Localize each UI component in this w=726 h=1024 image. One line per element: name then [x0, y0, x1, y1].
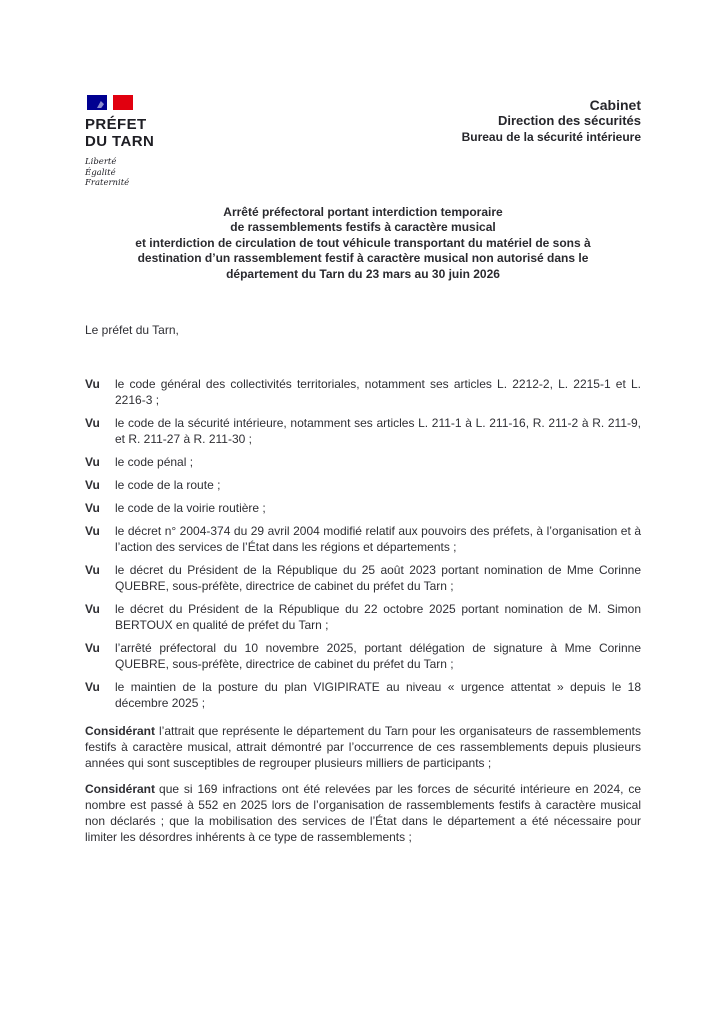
document-title	[85, 205, 641, 283]
vu-text: le maintien de la posture du plan VIGIPIRATE au niveau « urgence attentat » depuis le 18 décembre 2025 ;	[115, 680, 641, 710]
vu-text: le code général des collectivités territoriales, notamment ses articles L. 2212-2, L. 2215-1 et L. 2216-3 ;	[115, 377, 641, 407]
considerant-text: que si 169 infractions ont été relevées par les forces de sécurité intérieure en 2024, ce nombre est passé à 552 en 2025 lors de l’organisation de rassemblements festifs à caractère musical non déclarés ; que la mobilisation des services de l’État dans le département a été nécessaire pour limiter les désordres inhérents à ce type de rassemblements ;	[85, 782, 641, 844]
document-title-line: et interdiction de circulation de tout véhicule transportant du matériel de sons à	[135, 235, 591, 250]
french-flag-icon	[87, 95, 255, 110]
vu-label: Vu	[85, 602, 100, 616]
vu-item	[85, 562, 641, 594]
document-title-line: de rassemblements festifs à caractère musical	[230, 220, 496, 234]
vu-item	[85, 523, 641, 555]
vu-text: le décret du Président de la République du 25 août 2023 portant nomination de Mme Corinne QUEBRE, sous-préfète, directrice de cabinet du préfet du Tarn ;	[115, 563, 641, 593]
considerant-list	[85, 723, 641, 845]
issuing-office	[462, 97, 641, 145]
vu-list	[85, 376, 641, 711]
vu-label: Vu	[85, 524, 100, 538]
vu-label: Vu	[85, 501, 100, 515]
vu-text: le décret du Président de la République du 22 octobre 2025 portant nomination de M. Simon BERTOUX en qualité de préfet du Tarn ;	[115, 602, 641, 632]
agency-name-line1: PRÉFET	[85, 116, 147, 133]
document-title-line: département du Tarn du 23 mars au 30 juin 2026	[226, 266, 500, 281]
considerant-text: l’attrait que représente le département du Tarn pour les organisateurs de rassemblements festifs à caractère musical, attrait démontré par l’occurrence de ces rassemblements depuis plusieurs années qui sont susceptibles de regrouper plusieurs milliers de participants ;	[85, 724, 641, 770]
flag-red-panel	[113, 95, 133, 110]
agency-name	[85, 116, 255, 150]
salutation: Le préfet du Tarn,	[85, 323, 179, 337]
agency-name-line2: DU TARN	[85, 133, 155, 150]
vu-item	[85, 477, 641, 493]
motto-line: Égalité	[85, 167, 116, 178]
considerant-paragraph	[85, 781, 641, 845]
office-line: Cabinet	[589, 97, 641, 113]
vu-label: Vu	[85, 416, 100, 430]
document-title-line: destination d’un rassemblement festif à caractère musical non autorisé dans le	[137, 251, 589, 265]
document-title-line: Arrêté préfectoral portant interdiction temporaire	[223, 204, 503, 219]
considerant-label: Considérant	[85, 782, 156, 796]
prefet-logo	[85, 95, 255, 189]
vu-text: le code pénal ;	[115, 455, 194, 469]
vu-label: Vu	[85, 478, 100, 492]
letterhead	[85, 95, 641, 189]
vu-label: Vu	[85, 563, 100, 577]
flag-blue-panel	[87, 95, 107, 110]
vu-item	[85, 601, 641, 633]
office-line: Bureau de la sécurité intérieure	[461, 130, 641, 144]
motto-line: Fraternité	[85, 178, 130, 188]
vu-text: le code de la route ;	[115, 478, 221, 492]
vu-text: le code de la voirie routière ;	[115, 501, 266, 515]
vu-item	[85, 454, 641, 470]
vu-text: l’arrêté préfectoral du 10 novembre 2025, portant délégation de signature à Mme Corinne QUEBRE, sous-préfète, directrice de cabinet du préfet du Tarn ;	[115, 641, 641, 671]
considerant-label: Considérant	[85, 724, 156, 738]
vu-item	[85, 679, 641, 711]
office-line: Direction des sécurités	[497, 113, 641, 128]
motto-line: Liberté	[85, 157, 117, 167]
vu-item	[85, 500, 641, 516]
vu-label: Vu	[85, 680, 100, 694]
vu-label: Vu	[85, 641, 100, 655]
vu-label: Vu	[85, 455, 100, 469]
vu-item	[85, 640, 641, 672]
vu-text: le décret n° 2004-374 du 29 avril 2004 modifié relatif aux pouvoirs des préfets, à l’organisation et à l’action des services de l’État dans les régions et départements ;	[115, 524, 641, 554]
vu-label: Vu	[85, 377, 100, 391]
vu-item	[85, 415, 641, 447]
considerant-paragraph	[85, 723, 641, 771]
republic-motto	[85, 157, 255, 189]
vu-item	[85, 376, 641, 408]
vu-text: le code de la sécurité intérieure, notamment ses articles L. 211-1 à L. 211-16, R. 211-2 à R. 211-9, et R. 211-27 à R. 211-30 ;	[115, 416, 641, 446]
